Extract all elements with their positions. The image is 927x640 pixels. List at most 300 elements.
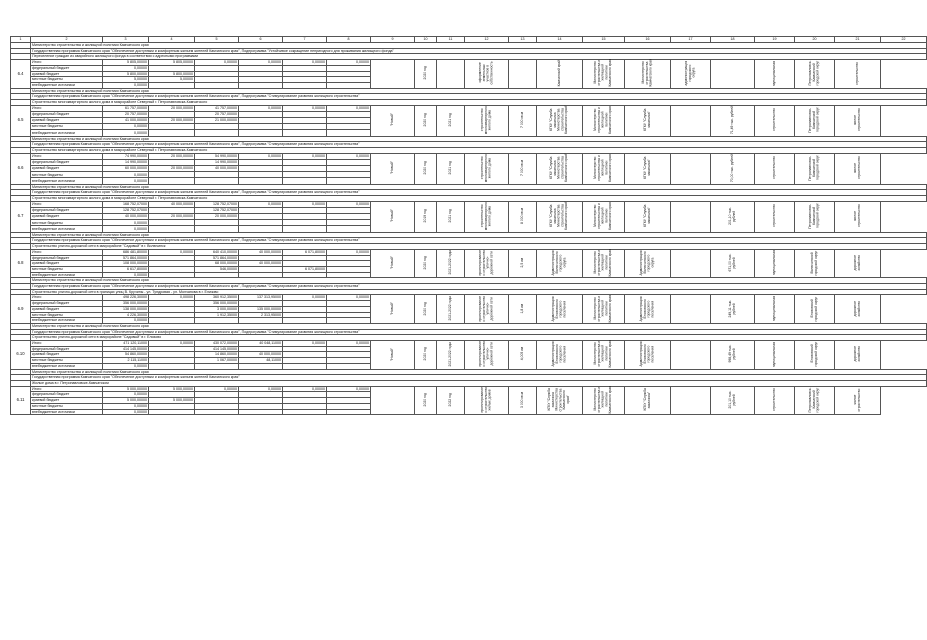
amount-cell: 0,00000: [103, 272, 149, 278]
project-attribute-cell: [755, 341, 795, 370]
project-attribute-text: муниципальная: [771, 341, 776, 367]
amount-cell: 0,00000: [103, 65, 149, 71]
project-attribute-cell: [415, 386, 437, 415]
project-attribute-text: Елизовский городской округ: [809, 295, 818, 321]
amount-cell: 40 000,00000: [195, 166, 239, 172]
project-attribute-text: администрация городского округа: [683, 60, 696, 86]
project-attribute-cell: [371, 105, 415, 136]
fund-label: внебюджетные источники: [31, 318, 103, 324]
project-attribute-cell: [583, 201, 625, 232]
project-attribute-text: 2020 год: [422, 161, 427, 175]
project-band3: Строительство улично-дорожной сети в микрорайоне "Садовый" в г. Елизово: [31, 335, 927, 341]
fund-label: Итого: [31, 341, 103, 347]
column-number: 17: [671, 37, 711, 43]
project-attribute-text: муниципальная: [771, 60, 776, 86]
column-number: 21: [835, 37, 881, 43]
project-attribute-text: КГКУ "Служба заказчика Министерства строительства Камчатского края": [549, 105, 569, 135]
project-attribute-cell: [371, 386, 415, 415]
project-attribute-text: КГКУ "Служба заказчика": [642, 388, 651, 411]
project-band2: Государственная программа Камчатского края "Обеспечение доступным и комфортным жильем жителей Камчатского края", Подпрограмма "Стимулирование развития жилищного строительства": [31, 284, 927, 290]
fund-label: местные бюджеты: [31, 172, 103, 178]
column-number: 14: [537, 37, 583, 43]
project-attribute-text: 4,005 км: [519, 347, 524, 361]
project-attribute-cell: [835, 201, 881, 232]
amount-cell: 5 805,00000: [149, 60, 195, 66]
project-attribute-text: Администрация Елизовского городского поселения: [638, 341, 655, 367]
project-attribute-cell: [835, 153, 881, 184]
project-attribute-text: муниципальная: [771, 295, 776, 321]
project-attribute-text: Министерство строительства и жилищной политики Камчатского края: [593, 202, 613, 230]
project-attribute-text: Камчатский край: [556, 59, 561, 87]
amount-cell: 5 000,00000: [149, 386, 195, 392]
project-attribute-text: Елизовский городской округ: [809, 341, 818, 367]
column-number: 1: [11, 37, 31, 43]
project-attribute-cell: [671, 295, 711, 324]
amount-cell: 137 313,95000: [239, 295, 283, 301]
project-attribute-text: Вилючинский городской округ: [809, 250, 818, 276]
project-attribute-cell: [755, 386, 795, 415]
column-number: 10: [415, 37, 437, 43]
project-attribute-cell: [415, 60, 437, 89]
project-band1: Министерство строительства и жилищной политики Камчатского края: [31, 278, 927, 284]
fund-label: местные бюджеты: [31, 312, 103, 318]
project-attribute-text: Петропавловск-Камчатский городской округ: [807, 60, 820, 86]
column-number: 4: [149, 37, 195, 43]
amount-cell: 0,00000: [327, 60, 371, 66]
amount-cell: 0,00000: [283, 60, 327, 66]
project-attribute-text: 2019 год: [422, 209, 427, 223]
amount-cell: 4 226,30000: [103, 312, 149, 318]
amount-cell: 6 617,80000: [103, 266, 149, 272]
project-attribute-cell: [415, 249, 437, 278]
project-attribute-text: Министерство строительства и жилищной политики Камчатского края: [593, 340, 613, 368]
fund-label: внебюджетные источники: [31, 130, 103, 136]
amount-cell: 135 000,00000: [239, 306, 283, 312]
amount-cell: 20 757,00000: [195, 111, 239, 117]
column-number: 8: [327, 37, 371, 43]
project-attribute-text: КГКУ "Служба заказчика Министерства строительства Камчатского края": [547, 388, 571, 412]
amount-cell: 430 072,00000: [195, 341, 239, 347]
project-attribute-text: проектирование и строительство улично-дорожной сети: [477, 295, 494, 322]
project-index: 6.5: [11, 105, 31, 136]
fund-label: федеральный бюджет: [31, 207, 103, 213]
fund-label: краевой бюджет: [31, 71, 103, 77]
project-attribute-cell: [625, 153, 671, 184]
amount-cell: 1 067,00000: [195, 358, 239, 364]
project-attribute-text: 2021-2022 годы: [447, 341, 452, 367]
project-index: 6.11: [11, 386, 31, 415]
amount-cell: 0,00000: [283, 295, 327, 301]
project-index: 6.4: [11, 60, 31, 89]
amount-cell: 20 757,00000: [103, 111, 149, 117]
fund-label: краевой бюджет: [31, 352, 103, 358]
amount-cell: 356 000,00000: [195, 301, 239, 307]
fund-label: Итого: [31, 386, 103, 392]
project-attribute-text: 7 000 кв.м: [519, 159, 524, 176]
project-attribute-cell: [415, 201, 437, 232]
fund-label: краевой бюджет: [31, 214, 103, 220]
project-attribute-text: 2022 год: [447, 392, 452, 407]
project-attribute-cell: [711, 153, 755, 184]
amount-cell: 5 000,00000: [149, 398, 195, 404]
project-attribute-cell: [795, 105, 835, 136]
project-attribute-cell: [755, 105, 795, 136]
amount-cell: 0,00000: [327, 153, 371, 159]
amount-cell: 0,00000: [283, 201, 327, 207]
project-attribute-text: 2020 год: [422, 113, 427, 127]
project-attribute-text: строительство: [854, 61, 859, 85]
project-attribute-cell: [371, 60, 415, 89]
amount-cell: 61 757,00000: [103, 105, 149, 111]
project-attribute-cell: [835, 386, 881, 415]
project-attribute-cell: [437, 386, 465, 415]
project-attribute-text: "Новый": [389, 347, 394, 361]
project-attribute-cell: [437, 295, 465, 324]
project-attribute-text: проектирование и строительство улично-дорожной сети: [477, 341, 494, 367]
amount-cell: 0,00000: [283, 105, 327, 111]
fund-label: местные бюджеты: [31, 124, 103, 130]
amount-cell: 5,00000: [149, 77, 195, 83]
amount-cell: 0,00000: [103, 178, 149, 184]
project-attribute-cell: [711, 60, 755, 89]
project-attribute-cell: [625, 60, 671, 89]
project-attribute-cell: [625, 201, 671, 232]
column-number: 20: [795, 37, 835, 43]
amount-cell: 360 912,35000: [195, 295, 239, 301]
fund-label: внебюджетные источники: [31, 409, 103, 415]
project-attribute-cell: [537, 295, 583, 324]
amount-cell: 0,00000: [327, 201, 371, 207]
project-attribute-cell: [755, 249, 795, 278]
project-band2: Государственная программа Камчатского края "Обеспечение доступным и комфортным жильем жителей Камчатского края", Подпрограмма "Стимулирование развития жилищного строительства": [31, 190, 927, 196]
amount-cell: 20 000,00000: [149, 105, 195, 111]
amount-cell: 5 805,00000: [103, 60, 149, 66]
column-number: 2: [31, 37, 103, 43]
project-attribute-cell: [755, 295, 795, 324]
fund-label: краевой бюджет: [31, 306, 103, 312]
amount-cell: 0,00000: [239, 153, 283, 159]
project-attribute-cell: [537, 153, 583, 184]
amount-cell: 20 000,00000: [149, 166, 195, 172]
amount-cell: 74 990,00000: [103, 153, 149, 159]
column-number: 12: [465, 37, 509, 43]
project-band1: Министерство строительства и жилищной политики Камчатского края: [31, 43, 927, 49]
fund-label: краевой бюджет: [31, 261, 103, 267]
project-band2: Государственная программа Камчатского края "Обеспечение доступным и комфортным жильем жителей Камчатского края", Подпрограмма "Устойчивое сокращение непригодного для проживания жилищного фонда": [31, 48, 927, 54]
amount-cell: [327, 409, 371, 415]
project-attribute-cell: [437, 105, 465, 136]
amount-cell: 0,00000: [327, 295, 371, 301]
amount-cell: [149, 409, 195, 415]
project-attribute-text: КГКУ "Служба заказчика Министерства строительства Камчатского края": [549, 201, 569, 231]
column-number: 6: [239, 37, 283, 43]
fund-label: федеральный бюджет: [31, 392, 103, 398]
project-band1: Министерство строительства и жилищной политики Камчатского края: [31, 88, 927, 94]
amount-cell: 20 000,00000: [149, 214, 195, 220]
project-attribute-text: жилое строительство: [852, 156, 861, 180]
project-attribute-cell: [437, 153, 465, 184]
project-attribute-cell: [509, 249, 537, 278]
project-attribute-text: Петропавловск-Камчатский городской округ: [807, 107, 820, 133]
column-number: 11: [437, 37, 465, 43]
project-attribute-cell: [371, 249, 415, 278]
fund-label: внебюджетные источники: [31, 363, 103, 369]
project-attribute-cell: [583, 105, 625, 136]
investment-table: [10, 36, 927, 415]
amount-cell: 128 752,07000: [103, 207, 149, 213]
project-attribute-cell: [711, 201, 755, 232]
project-attribute-text: дорожное хозяйство: [852, 254, 861, 271]
project-index: 6.8: [11, 249, 31, 278]
project-attribute-text: "Новый": [389, 161, 394, 175]
project-attribute-text: 3 000 кв.м: [519, 391, 524, 408]
project-band2: Государственная программа Камчатского края "Обеспечение доступным и комфортным жильем жителей Камчатского края": [31, 375, 927, 381]
amount-cell: [283, 409, 327, 415]
project-band2: Государственная программа Камчатского края "Обеспечение доступным и комфортным жильем жителей Камчатского края", Подпрограмма "Стимулирование развития жилищного строительства": [31, 142, 927, 148]
project-attribute-text: "Новый": [389, 256, 394, 270]
project-band1: Министерство строительства и жилищной политики Камчатского края: [31, 232, 927, 238]
amount-cell: 0,00000: [283, 341, 327, 347]
amount-cell: 471 120,11000: [103, 341, 149, 347]
project-attribute-cell: [795, 295, 835, 324]
project-attribute-cell: [583, 249, 625, 278]
project-attribute-text: строительство: [771, 388, 776, 412]
project-attribute-cell: [371, 341, 415, 370]
amount-cell: 14 860,00000: [195, 352, 239, 358]
amount-cell: 40 000,00000: [103, 214, 149, 220]
fund-label: федеральный бюджет: [31, 255, 103, 261]
project-band2: Государственная программа Камчатского края "Обеспечение доступным и комфортным жильем жителей Камчатского края", Подпрограмма "Стимулирование развития жилищного строительства": [31, 94, 927, 100]
project-attribute-cell: [671, 105, 711, 136]
amount-cell: 5 000,00000: [103, 386, 149, 392]
project-band3: Строительство улично-дорожной сети в границах улиц В. Кручины - ул. Тундровая - ул. Молчанова в г. Елизово: [31, 289, 927, 295]
project-attribute-text: Министерство строительства и жилищной политики Камчатского края: [593, 385, 613, 414]
project-attribute-text: Министерство строительства Камчатского края: [640, 59, 653, 87]
project-attribute-cell: [537, 249, 583, 278]
project-attribute-text: "Новый": [389, 209, 394, 223]
project-attribute-text: Министерство строительства и жилищной политики Камчатского края: [593, 106, 613, 134]
project-attribute-cell: [465, 60, 509, 89]
amount-cell: 0,00000: [103, 363, 149, 369]
amount-cell: 640 410,00000: [195, 249, 239, 255]
project-attribute-text: дорожное хозяйство: [852, 346, 861, 362]
amount-cell: 0,00000: [149, 295, 195, 301]
project-attribute-cell: [465, 249, 509, 278]
project-attribute-text: 2021-2022 годы: [447, 250, 452, 275]
project-attribute-text: Администрация Елизовского городского поселения: [550, 341, 567, 367]
amount-cell: 5,00000: [103, 77, 149, 83]
column-number: 19: [755, 37, 795, 43]
amount-cell: 0,00000: [195, 386, 239, 392]
project-attribute-text: КГКУ "Служба заказчика": [642, 156, 651, 180]
amount-cell: 1 912,35000: [195, 312, 239, 318]
project-band1: Министерство строительства и жилищной политики Камчатского края: [31, 136, 927, 142]
project-attribute-text: 2,5 км: [519, 257, 524, 268]
project-attribute-text: 1,8 км: [519, 303, 524, 314]
project-attribute-text: Администрация Вилючинского городского округа: [638, 250, 655, 276]
project-attribute-cell: [437, 201, 465, 232]
project-index: 6.7: [11, 201, 31, 232]
project-band3: Строительство многоквартирного жилого дома в микрорайоне Северный г. Петропавловска-Камчатского: [31, 196, 927, 202]
project-attribute-cell: [509, 201, 537, 232]
amount-cell: 41 757,00000: [195, 105, 239, 111]
project-attribute-cell: [465, 105, 509, 136]
project-attribute-text: 201,10 тыс. рублей: [727, 206, 736, 225]
amount-cell: 21 000,00000: [195, 118, 239, 124]
amount-cell: 0,00000: [327, 341, 371, 347]
amount-cell: 686 481,80000: [103, 249, 149, 255]
amount-cell: 0,00000: [327, 105, 371, 111]
fund-label: краевой бюджет: [31, 166, 103, 172]
amount-cell: 571 864,00000: [195, 255, 239, 261]
project-attribute-text: Петропавловск-Камчатский городской округ: [807, 387, 820, 413]
amount-cell: 414 145,00000: [103, 346, 149, 352]
project-attribute-cell: [437, 60, 465, 89]
project-attribute-cell: [835, 341, 881, 370]
fund-label: краевой бюджет: [31, 398, 103, 404]
project-attribute-cell: [795, 249, 835, 278]
project-attribute-cell: [509, 153, 537, 184]
project-attribute-cell: [755, 153, 795, 184]
project-attribute-text: 998,49 тыс. рублей: [727, 345, 736, 363]
project-attribute-text: "Новый": [389, 301, 394, 315]
amount-cell: 14 990,00000: [195, 159, 239, 165]
amount-cell: 6 071,80000: [283, 266, 327, 272]
amount-cell: 0,00000: [327, 249, 371, 255]
project-band2: Государственная программа Камчатского края "Обеспечение доступным и комфортным жильем жителей Камчатского края", Подпрограмма "Стимулирование развития жилищного строительства": [31, 329, 927, 335]
project-attribute-text: 2020 год: [422, 66, 427, 80]
project-attribute-text: 671,00 тыс. рублей: [727, 253, 736, 272]
project-attribute-text: 8 000 кв.м: [519, 207, 524, 224]
project-attribute-cell: [509, 295, 537, 324]
project-attribute-cell: [625, 295, 671, 324]
project-attribute-cell: [465, 341, 509, 370]
project-attribute-text: 201,10 тыс. рублей: [727, 390, 736, 409]
project-attribute-cell: [711, 249, 755, 278]
amount-cell: 68 000,00000: [195, 261, 239, 267]
fund-label: Итого: [31, 60, 103, 66]
fund-label: местные бюджеты: [31, 220, 103, 226]
project-attribute-text: 2020 год: [422, 256, 427, 270]
column-number: 7: [283, 37, 327, 43]
project-attribute-cell: [583, 60, 625, 89]
fund-label: краевой бюджет: [31, 118, 103, 124]
project-attribute-cell: [671, 60, 711, 89]
project-attribute-cell: [711, 341, 755, 370]
fund-label: внебюджетные источники: [31, 226, 103, 232]
project-attribute-text: 71,49 тыс. рублей: [729, 105, 734, 134]
project-attribute-cell: [671, 341, 711, 370]
column-number: 13: [509, 37, 537, 43]
project-attribute-text: проектирование и строительство жилых домов: [479, 386, 492, 413]
amount-cell: 54 990,00000: [195, 153, 239, 159]
project-attribute-text: 2020 год: [422, 347, 427, 361]
fund-label: внебюджетные источники: [31, 178, 103, 184]
amount-cell: 3 000,00000: [195, 306, 239, 312]
amount-cell: 54 860,00000: [103, 352, 149, 358]
column-number: 3: [103, 37, 149, 43]
amount-cell: 0,00000: [283, 386, 327, 392]
column-number: 16: [625, 37, 671, 43]
project-attribute-text: 2021 год: [447, 161, 452, 175]
amount-cell: 40 000,00000: [239, 261, 283, 267]
amount-cell: 168 752,07000: [103, 201, 149, 207]
project-index: 6.10: [11, 341, 31, 370]
project-attribute-text: Петропавловск-Камчатский городской округ: [807, 203, 820, 229]
fund-label: внебюджетные источники: [31, 272, 103, 278]
project-attribute-cell: [671, 201, 711, 232]
amount-cell: 48,11000: [239, 358, 283, 364]
column-number: 15: [583, 37, 625, 43]
amount-cell: 2 115,11000: [103, 358, 149, 364]
project-attribute-text: строительство: [771, 156, 776, 180]
amount-cell: 2 313,95000: [239, 312, 283, 318]
project-attribute-text: Петропавловск-Камчатский городской округ: [807, 155, 820, 181]
fund-label: Итого: [31, 201, 103, 207]
project-attribute-cell: [509, 341, 537, 370]
fund-label: федеральный бюджет: [31, 65, 103, 71]
project-attribute-text: 70,00 тыс. рублей: [729, 153, 734, 182]
fund-label: внебюджетные источники: [31, 82, 103, 88]
project-attribute-cell: [583, 386, 625, 415]
project-attribute-text: 7 000 кв.м: [519, 111, 524, 128]
project-attribute-text: строительство: [771, 204, 776, 228]
project-attribute-cell: [835, 60, 881, 89]
fund-label: Итого: [31, 105, 103, 111]
fund-label: Итого: [31, 295, 103, 301]
amount-cell: 0,00000: [103, 124, 149, 130]
amount-cell: 6 071,80000: [283, 249, 327, 255]
project-attribute-cell: [625, 341, 671, 370]
amount-cell: 138 000,00000: [103, 306, 149, 312]
project-band3: Переселение граждан из аварийного жилищного фонда в соответствии с адресными программами: [31, 54, 927, 60]
project-attribute-cell: [509, 60, 537, 89]
project-attribute-text: Министерство строительства и жилищной политики Камчатского края: [593, 249, 613, 277]
project-attribute-cell: [711, 105, 755, 136]
project-attribute-cell: [671, 249, 711, 278]
amount-cell: 14 990,00000: [103, 159, 149, 165]
amount-cell: 5 800,00000: [149, 71, 195, 77]
amount-cell: [239, 409, 283, 415]
project-attribute-cell: [371, 201, 415, 232]
project-attribute-cell: [509, 386, 537, 415]
amount-cell: 0,00000: [103, 392, 149, 398]
project-attribute-cell: [625, 105, 671, 136]
amount-cell: 60 000,00000: [103, 166, 149, 172]
project-attribute-cell: [671, 386, 711, 415]
project-attribute-cell: [583, 341, 625, 370]
project-attribute-text: "Новый": [389, 113, 394, 127]
fund-label: федеральный бюджет: [31, 301, 103, 307]
amount-cell: 0,00000: [103, 82, 149, 88]
amount-cell: 0,00000: [239, 386, 283, 392]
project-attribute-cell: [795, 341, 835, 370]
amount-cell: 498 226,30000: [103, 295, 149, 301]
project-attribute-text: 2021 год: [447, 113, 452, 127]
amount-cell: 0,00000: [103, 318, 149, 324]
amount-cell: [195, 409, 239, 415]
project-attribute-text: 249,11 тыс. рублей: [727, 299, 736, 318]
amount-cell: 128 752,07000: [195, 207, 239, 213]
project-band3: Жилые дома в г. Петропавловске-Камчатском: [31, 381, 927, 387]
project-attribute-cell: [795, 386, 835, 415]
project-attribute-cell: [755, 60, 795, 89]
project-attribute-text: муниципальная: [771, 250, 776, 276]
column-number: 5: [195, 37, 239, 43]
amount-cell: 571 864,00000: [103, 255, 149, 261]
project-attribute-cell: [371, 295, 415, 324]
project-attribute-cell: [537, 386, 583, 415]
